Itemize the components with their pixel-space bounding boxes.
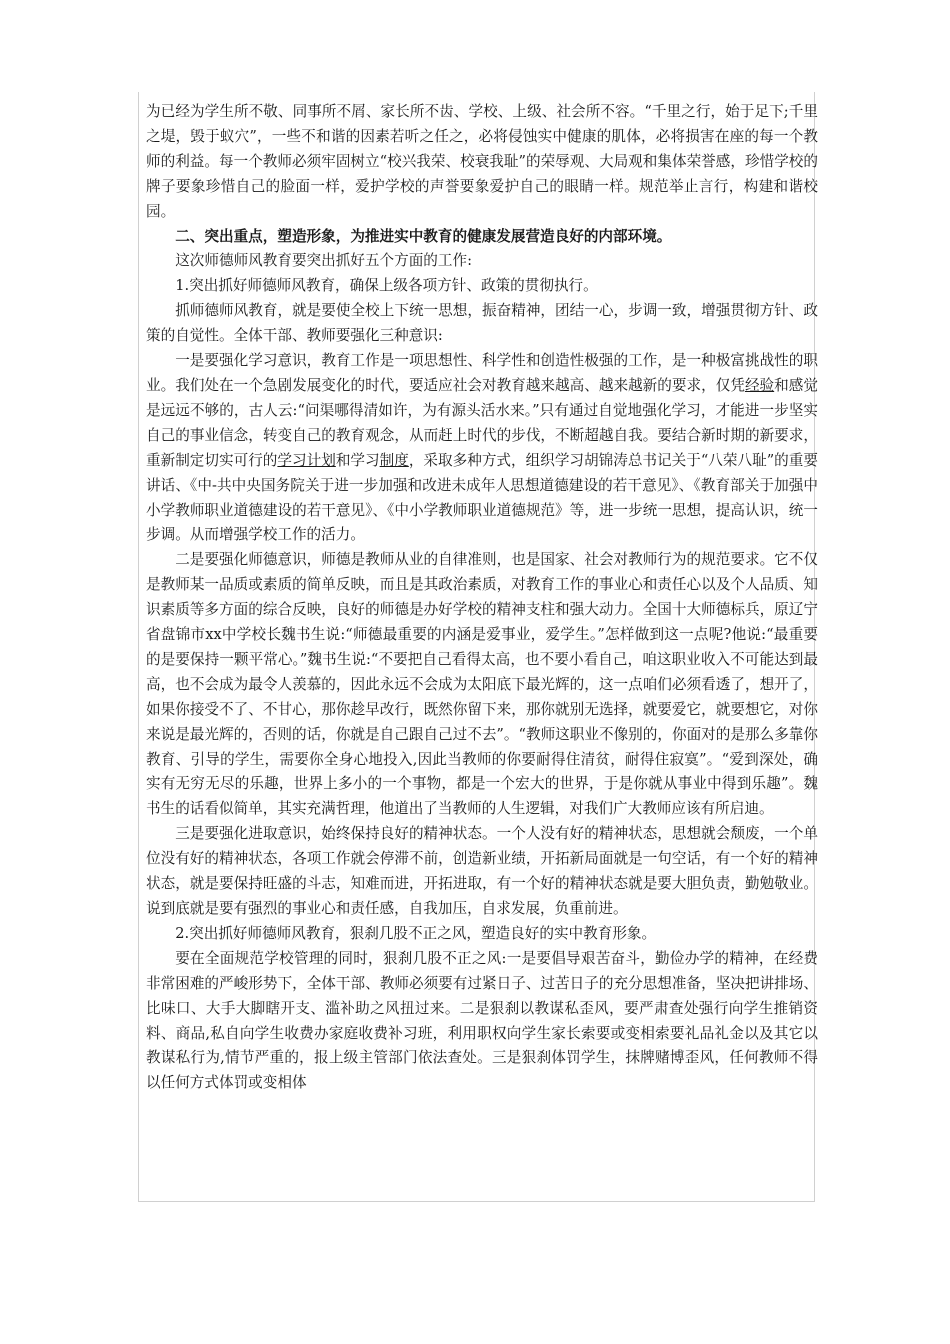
text-segment: ，采取多种方式，组织学习胡锦涛总书记关于“八荣八耻”的重要讲话、《中-共中央国务院关于进一步加强和改进未成年人思想道德建设的若干意见》、《教育部关于加强中小学教师职业道德建设的若干意见》、《中小学教师职业道德规范》等，进一步统一思想，提高认识，统一步调。从而增强学校工作的活力。 (146, 451, 818, 544)
subheading-1: 1.突出抓好师德师风教育，确保上级各项方针、政策的贯彻执行。 (175, 277, 598, 295)
document-body (146, 100, 818, 1096)
link-system[interactable]: 制度 (379, 451, 409, 469)
paragraph-ethics-awareness: 二是要强化师德意识，师德是教师从业的自律准则，也是国家、社会对教师行为的规范要求。它不仅是教师某一品质或素质的简单反映，而且是其政治素质，对教育工作的事业心和责任心以及个人品质、知识素质等多方面的综合反映，良好的师德是办好学校的精神支柱和强大动力。全国十大师德标兵，原辽宁省盘锦市xx中学校长魏书生说:“师德最重要的内涵是爱事业，爱学生。”怎样做到这一点呢?他说:“最重要的是要保持一颗平常心。”魏书生说:“不要把自己看得太高，也不要小看自己，咱这职业收入不可能达到最高，也不会成为最令人羡慕的，因此永远不会成为太阳底下最光辉的，这一点咱们必须看透了，想开了，如果你接受不了、不甘心，那你趁早改行，既然你留下来，那你就别无选择，就要爱它，就要想它，对你来说是最光辉的，否则的话，你就是自己跟自己过不去”。“教师这职业不像别的，你面对的是那么多靠你教育、引导的学生，需要你全身心地投入,因此当教师的你要耐得住清贫，耐得住寂寞”。“爱到深处，确实有无穷无尽的乐趣，世界上多小的一个事物，都是一个宏大的世界，于是你就从事业中得到乐趣”。魏书生的话看似简单，其实充满哲理，他道出了当教师的人生逻辑，对我们广大教师应该有所启迪。 (146, 551, 818, 818)
text-segment: 和学习 (335, 451, 380, 469)
subheading-2: 2.突出抓好师德师风教育，狠刹几股不正之风，塑造良好的实中教育形象。 (175, 924, 657, 942)
paragraph-intro: 这次师德师风教育要突出抓好五个方面的工作: (175, 252, 472, 270)
text-segment: 一是要强化学习意识，教育工作是一项思想性、科学性和创造性极强的工作，是一种极富挑战性的职业。我们处在一个急剧发展变化的时代，要适应社会对教育越来越高、越来越新的要求，仅凭 (146, 352, 818, 394)
paragraph-progress-awareness: 三是要强化进取意识，始终保持良好的精神状态。一个人没有好的精神状态，思想就会颓废，一个单位没有好的精神状态，各项工作就会停滞不前，创造新业绩，开拓新局面就是一句空话，有一个好的精神状态，就是要保持旺盛的斗志，知难而进，开拓进取，有一个好的精神状态就是要大胆负责，勤勉敬业。说到底就是要有强烈的事业心和责任感，自我加压，自求发展，负重前进。 (146, 825, 818, 917)
text-segment: 和感觉是远远不够的，古人云:“问渠哪得清如许，为有源头活水来。”只有通过自觉地强化学习，才能进一步坚实自己的事业信念，转变自己的教育观念，从而赶上时代的步伐，不断超越自我。要结合新时期的新要求，重新制定切实可行的 (146, 376, 818, 469)
link-study-plan[interactable]: 学习计划 (277, 451, 336, 469)
section-heading-2: 二、突出重点，塑造形象，为推进实中教育的健康发展营造良好的内部环境。 (175, 227, 672, 245)
link-experience[interactable]: 经验 (744, 376, 775, 394)
paragraph-final: 要在全面规范学校管理的同时，狠刹几股不正之风:一是要倡导艰苦奋斗，勤俭办学的精神，在经费非常困难的严峻形势下，全体干部、教师必须要有过紧日子、过苦日子的充分思想准备，坚决把讲排场、比味口、大手大脚瞎开支、滥补助之风扭过来。二是狠刹以教谋私歪风，要严肃查处强行向学生推销资料、商品,私自向学生收费办家庭收费补习班，利用职权向学生家长索要或变相索要礼品礼金以及其它以教谋私行为,情节严重的，报上级主管部门依法查处。三是狠刹体罚学生，抹牌赌博歪风，任何教师不得以任何方式体罚或变相体 (146, 949, 818, 1092)
paragraph-2: 抓师德师风教育，就是要使全校上下统一思想，振奋精神，团结一心，步调一致，增强贯彻方针、政策的自觉性。全体干部、教师要强化三种意识: (146, 302, 818, 345)
paragraph-1: 为已经为学生所不敬、同事所不屑、家长所不齿、学校、上级、社会所不容。“千里之行，始于足下;千里之堤，毁于蚁穴”，一些不和谐的因素若听之任之，必将侵蚀实中健康的肌体，必将损害在座的每一个教师的利益。每一个教师必须牢固树立“校兴我荣、校衰我耻”的荣辱观、大局观和集体荣誉感，珍惜学校的牌子要象珍惜自己的脸面一样，爱护学校的声誉要象爱护自己的眼睛一样。规范举止言行，构建和谐校园。 (146, 103, 818, 220)
paragraph-study-awareness (146, 349, 818, 548)
